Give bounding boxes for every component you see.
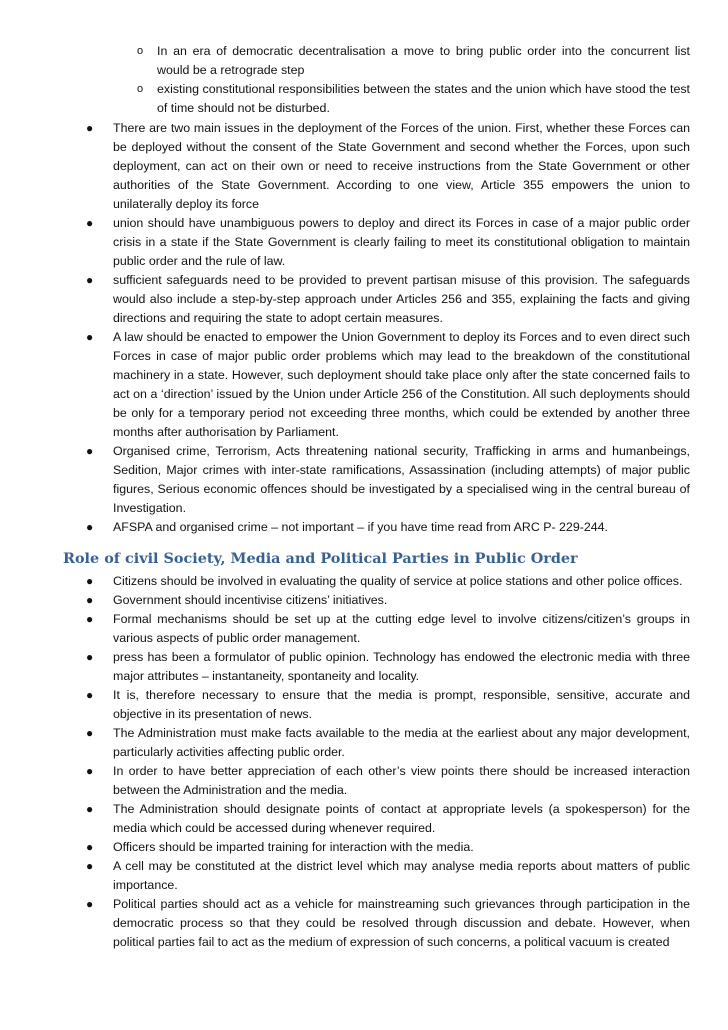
list-item [86, 271, 690, 328]
bullet-icon: ● [86, 574, 94, 588]
list-item [86, 838, 690, 857]
bullet-icon: ● [86, 520, 94, 534]
list-item-text: In an era of democratic decentralisation a move to bring public order into the concurrent list would be a retrograde step [157, 44, 690, 77]
circle-bullet-icon: o [137, 45, 144, 57]
list-item-text: Officers should be imparted training for interaction with the media. [113, 840, 474, 854]
bullet-icon: ● [86, 444, 94, 458]
list-item [86, 724, 690, 762]
section-heading: Role of civil Society, Media and Political Parties in Public Order [63, 550, 578, 567]
list-item [86, 762, 690, 800]
list-item [86, 648, 690, 686]
list-item [130, 80, 690, 118]
bullet-icon: ● [86, 726, 94, 740]
list-item-text: Citizens should be involved in evaluating the quality of service at police stations and other police offices. [113, 574, 683, 588]
list-item-text: It is, therefore necessary to ensure that the media is prompt, responsible, sensitive, accurate and objective in its presentation of news. [113, 688, 690, 721]
list-item [86, 214, 690, 271]
bullet-icon: ● [86, 764, 94, 778]
bullet-icon: ● [86, 612, 94, 626]
bullet-icon: ● [86, 840, 94, 854]
list-item [86, 442, 690, 518]
civil-society-media-list [86, 572, 690, 952]
list-item [86, 572, 690, 591]
list-item-text: A law should be enacted to empower the Union Government to deploy its Forces and to even direct such Forces in case of major public order problems which may lead to the breakdown of the constitutional machinery in a state. However, such deployment should take place only after the state concerned fails to act on a ‘direction’ issued by the Union under Article 256 of the Constitution. All such deployments should be only for a temporary period not exceeding three months, which could be extended by another three months after authorisation by Parliament. [113, 330, 690, 439]
list-item-text: Political parties should act as a vehicle for mainstreaming such grievances through participation in the democratic process so that they could be resolved through discussion and debate. However, when political parties fail to act as the medium of expression of such concerns, a political vacuum is created [113, 897, 690, 949]
forces-deployment-list [86, 119, 690, 537]
circle-bullet-icon: o [137, 83, 144, 95]
list-item-text: There are two main issues in the deployment of the Forces of the union. First, whether these Forces can be deployed without the consent of the State Government and second whether the Forces, upon such deployment, can act on their own or need to receive instructions from the State Government or other authorities of the State Government. According to one view, Article 355 empowers the union to unilaterally deploy its force [113, 121, 690, 211]
list-item [86, 800, 690, 838]
bullet-icon: ● [86, 121, 94, 135]
bullet-icon: ● [86, 688, 94, 702]
list-item-text: Government should incentivise citizens’ initiatives. [113, 593, 388, 607]
list-item-text: press has been a formulator of public opinion. Technology has endowed the electronic media with three major attributes – instantaneity, spontaneity and locality. [113, 650, 690, 683]
list-item [86, 610, 690, 648]
list-item-text: A cell may be constituted at the district level which may analyse media reports about matters of public importance. [113, 859, 690, 892]
list-item-text: existing constitutional responsibilities between the states and the union which have stood the test of time should not be disturbed. [157, 82, 690, 115]
bullet-icon: ● [86, 273, 94, 287]
list-item [86, 119, 690, 214]
list-item-text: In order to have better appreciation of each other’s view points there should be increased interaction between the Administration and the media. [113, 764, 690, 797]
list-item-text: Formal mechanisms should be set up at the cutting edge level to involve citizens/citizen’s groups in various aspects of public order management. [113, 612, 690, 645]
list-item [86, 518, 690, 537]
list-item [86, 895, 690, 952]
list-item-text: The Administration should designate points of contact at appropriate levels (a spokesperson) for the media which could be accessed during whenever required. [113, 802, 690, 835]
list-item [86, 328, 690, 442]
sub-bullet-list [130, 42, 690, 118]
list-item-text: The Administration must make facts available to the media at the earliest about any major development, particularly activities affecting public order. [113, 726, 690, 759]
bullet-icon: ● [86, 330, 94, 344]
list-item [86, 686, 690, 724]
bullet-icon: ● [86, 650, 94, 664]
list-item-text: sufficient safeguards need to be provided to prevent partisan misuse of this provision. The safeguards would also include a step-by-step approach under Articles 256 and 355, explaining the facts and giving directions and requiring the state to adopt certain measures. [113, 273, 690, 325]
list-item-text: AFSPA and organised crime – not important – if you have time read from ARC P- 229-244. [113, 520, 608, 534]
list-item [86, 857, 690, 895]
list-item [130, 42, 690, 80]
bullet-icon: ● [86, 802, 94, 816]
bullet-icon: ● [86, 216, 94, 230]
list-item-text: union should have unambiguous powers to deploy and direct its Forces in case of a major public order crisis in a state if the State Government is clearly failing to meet its constitutional obligation to maintain public order and the rule of law. [113, 216, 690, 268]
list-item-text: Organised crime, Terrorism, Acts threatening national security, Trafficking in arms and humanbeings, Sedition, Major crimes with inter-state ramifications, Assassination (including attempts) of major public figures, Serious economic offences should be investigated by a specialised wing in the central bureau of Investigation. [113, 444, 690, 515]
bullet-icon: ● [86, 859, 94, 873]
bullet-icon: ● [86, 897, 94, 911]
bullet-icon: ● [86, 593, 94, 607]
list-item [86, 591, 690, 610]
